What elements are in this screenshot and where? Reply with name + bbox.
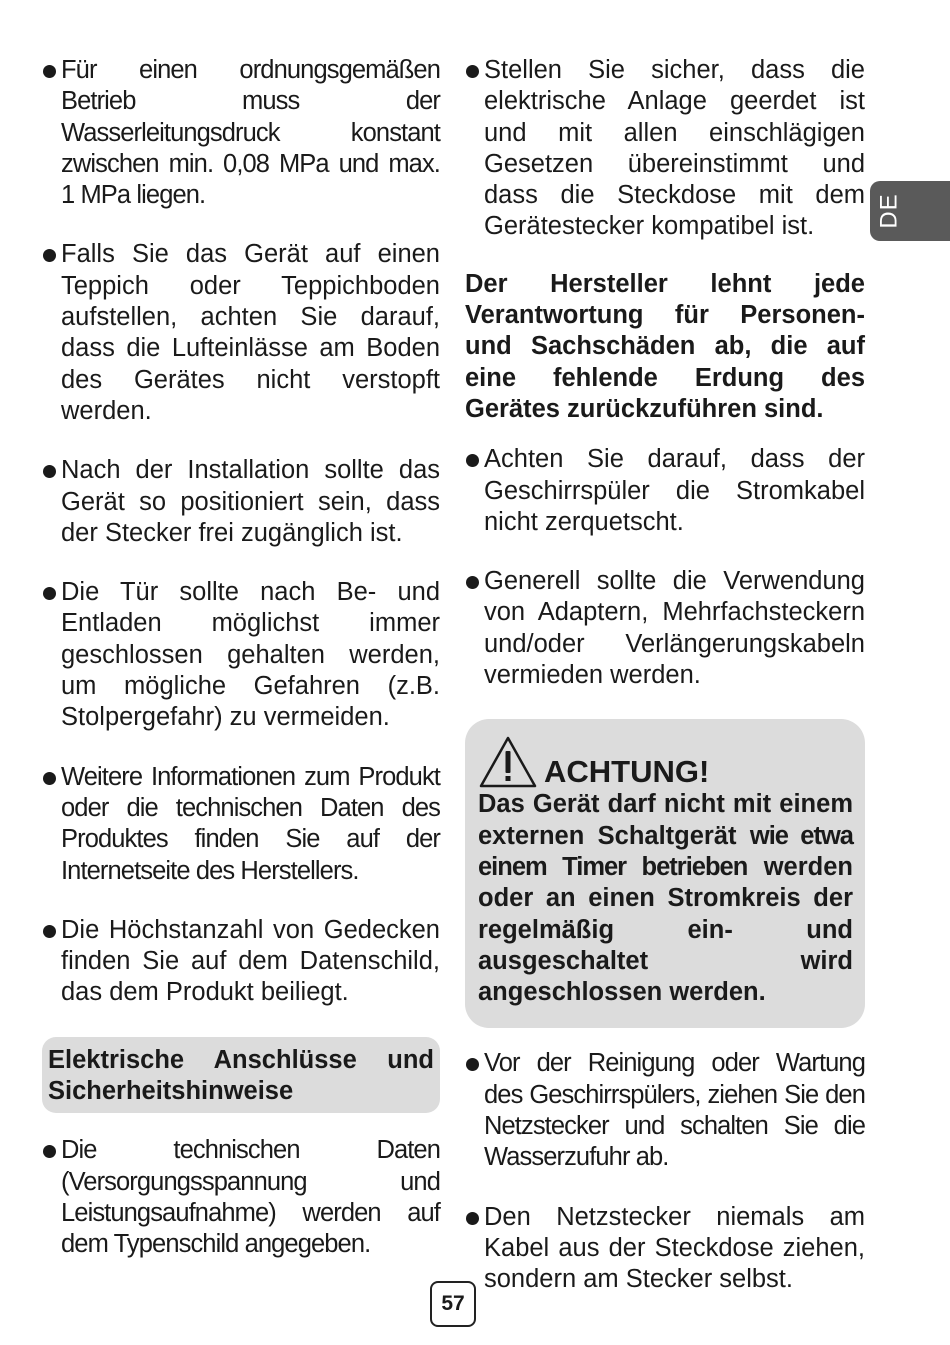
right-column	[465, 55, 865, 1324]
bullet-icon	[466, 576, 479, 589]
list-item: Falls Sie das Gerät auf einen Teppich oder Teppichboden aufstellen, achten Sie darauf, dass die Lufteinlässe am Boden des Gerätes nicht verstopft werden.	[42, 239, 440, 427]
list-item: Vor der Reinigung oder Wartung des Geschirrspülers, ziehen Sie den Netzstecker und schalten Sie die Wasserzufuhr ab.	[465, 1048, 865, 1173]
list-item: Die Tür sollte nach Be- und Entladen möglichst immer geschlossen gehalten werden, um mögliche Gefahren (z.B. Stolpergefahr) zu vermeiden.	[42, 577, 440, 733]
list-item: Nach der Installation sollte das Gerät so positioniert sein, dass der Stecker frei zugänglich ist.	[42, 455, 440, 549]
list-item: Die technischen Daten (Versorgungsspannung und Leistungsaufnahme) werden auf dem Typenschild angegeben.	[42, 1135, 440, 1260]
page-number: 57	[430, 1281, 476, 1327]
bullet-icon	[43, 587, 56, 600]
bullet-icon	[43, 465, 56, 478]
list-item: Die Höchstanzahl von Gedecken finden Sie auf dem Datenschild, das dem Produkt beiliegt.	[42, 915, 440, 1009]
bullet-icon	[43, 1145, 56, 1158]
bullet-icon	[466, 454, 479, 467]
list-item: Weitere Informationen zum Produkt oder die technischen Daten des Produktes finden Sie auf der Internetseite des Herstellers.	[42, 762, 440, 887]
section-title: Elektrische Anschlüsse und Sicherheitshinweise	[48, 1045, 434, 1106]
left-column	[42, 55, 440, 1289]
bullet-icon	[43, 249, 56, 262]
list-item: Stellen Sie sicher, dass die elektrische Anlage geerdet ist und mit allen einschlägigen Gesetzen übereinstimmt und dass die Steckdose mit dem Gerätestecker kompatibel ist.	[465, 55, 865, 243]
list-item: Achten Sie darauf, dass der Geschirrspüler die Stromkabel nicht zerquetscht.	[465, 444, 865, 538]
bullet-icon	[466, 1058, 479, 1071]
language-tab-label: DE	[876, 193, 903, 229]
warning-box	[465, 719, 865, 1028]
list-item: Generell sollte die Verwendung von Adaptern, Mehrfachsteckern und/oder Verlängerungskabeln vermieden werden.	[465, 566, 865, 691]
bullet-icon	[43, 925, 56, 938]
warning-header	[478, 733, 853, 789]
bullet-icon	[466, 65, 479, 78]
language-tab	[870, 181, 950, 241]
bullet-icon	[466, 1212, 479, 1225]
warning-title: ACHTUNG!	[544, 754, 710, 790]
disclaimer-note: Der Hersteller lehnt jede Verantwortung für Personen- und Sachschäden ab, die auf eine fehlende Erdung des Gerätes zurückzuführen sind.	[465, 269, 865, 423]
list-item: Den Netzstecker niemals am Kabel aus der Steckdose ziehen, sondern am Stecker selbst.	[465, 1202, 865, 1296]
section-heading-box	[42, 1037, 440, 1114]
bullet-icon	[43, 772, 56, 785]
list-item: Für einen ordnungsgemäßen Betrieb muss der Wasserleitungsdruck konstant zwischen min. 0,08 MPa und max. 1 MPa liegen.	[42, 55, 440, 211]
bullet-icon	[43, 65, 56, 78]
warning-text: Das Gerät darf nicht mit einem externen Schaltgerät wie etwa einem Timer betrieben werden oder an einen Stromkreis der regelmäßig ein- und ausgeschaltet wird angeschlossen werden.	[478, 790, 853, 1007]
warning-triangle-icon	[478, 735, 538, 789]
